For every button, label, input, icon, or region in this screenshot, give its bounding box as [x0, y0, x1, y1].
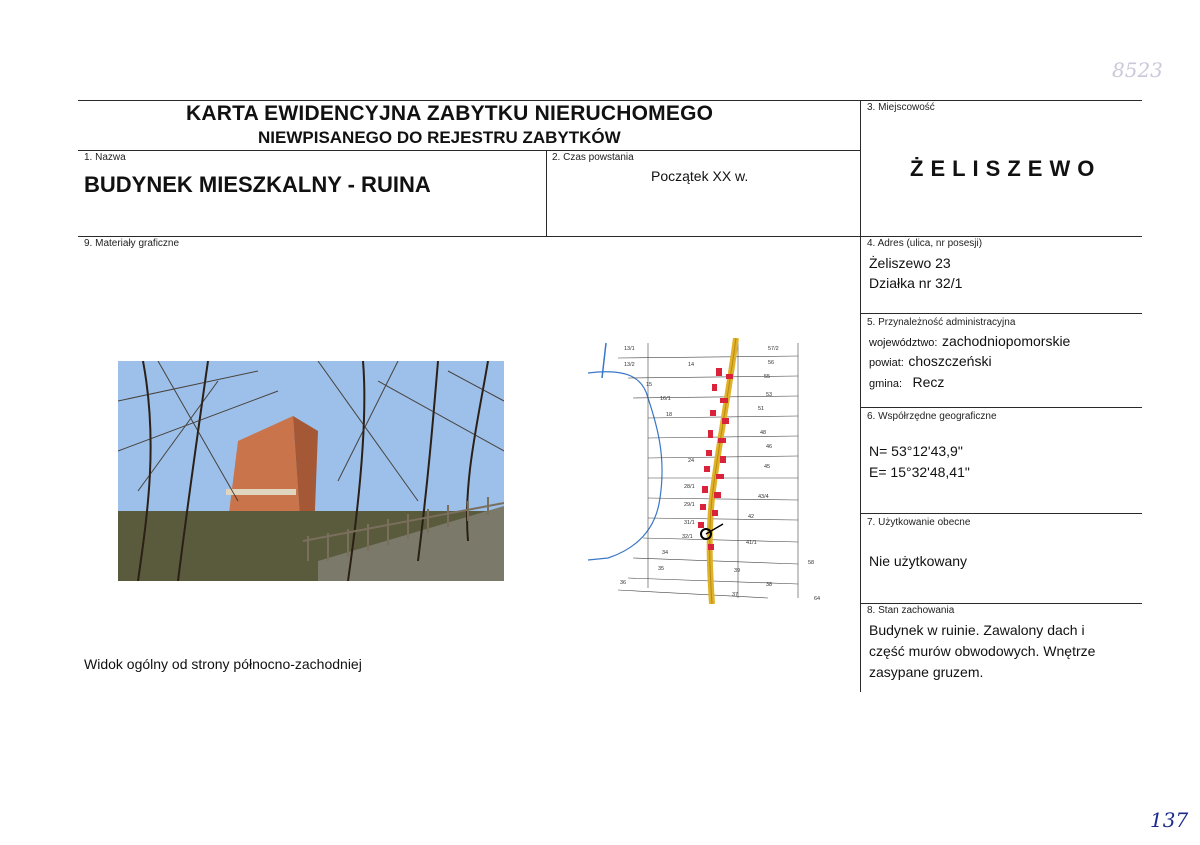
map-parcel-label: 15: [646, 382, 653, 388]
top-rule: [78, 100, 1142, 101]
map-parcel-label: 13/2: [624, 362, 635, 368]
usage-label: 7. Użytkowanie obecne: [867, 517, 971, 528]
commune-row: [869, 374, 944, 392]
photo-caption: Widok ogólny od strony północno-zachodniej: [84, 656, 362, 672]
photo-illustration: [118, 361, 504, 581]
map-building-10: [704, 466, 710, 472]
usage-value: Nie użytkowany: [869, 553, 968, 569]
map-building-13: [714, 492, 721, 498]
map-parcel-label: 55: [764, 374, 771, 380]
map-parcel-label: 58: [808, 560, 815, 566]
town-label: 3. Miejscowość: [867, 102, 935, 113]
map-parcel-label: 43/4: [758, 494, 769, 500]
voivodeship-row: [869, 333, 1070, 351]
coord-n: N= 53°12'43,9": [869, 443, 963, 459]
map-building-6: [708, 430, 713, 438]
time-label: 2. Czas powstania: [552, 152, 634, 163]
name-label: 1. Nazwa: [84, 152, 126, 163]
address-label: 4. Adres (ulica, nr posesji): [867, 238, 983, 249]
county-row: [869, 353, 992, 371]
voivodeship-value: zachodniopomorskie: [941, 333, 1071, 349]
map-drawing: [588, 338, 820, 604]
map-building-15: [712, 510, 718, 516]
map-parcel-label: 37: [732, 592, 739, 598]
map-building-16: [698, 522, 704, 528]
condition-label: 8. Stan zachowania: [867, 605, 955, 616]
map-building-11: [716, 474, 724, 479]
commune-value: Recz: [912, 374, 945, 390]
name-time-divider: [546, 150, 547, 236]
time-value: Początek XX w.: [651, 168, 749, 184]
map-building-4: [710, 410, 716, 416]
map-building-5: [722, 418, 729, 424]
map-parcel-label: 18: [666, 412, 673, 418]
coord-e: E= 15°32'48,41": [869, 464, 970, 480]
rule-5: [860, 313, 1142, 314]
card-title-line1: KARTA EWIDENCYJNA ZABYTKU NIERUCHOMEGO: [186, 102, 714, 125]
map-parcel-label: 24: [688, 458, 695, 464]
map-parcel-label: 46: [766, 444, 773, 450]
map-building-8: [706, 450, 712, 456]
map-parcel-label: 39: [734, 568, 741, 574]
map-building-9: [720, 456, 726, 463]
condition-line1: Budynek w ruinie. Zawalony dach i: [869, 622, 1085, 638]
map-building-0: [716, 368, 722, 376]
map-parcel-label: 64: [814, 596, 820, 602]
town-value: ŻELISZEWO: [910, 156, 1102, 181]
map-parcel-label: 41/1: [746, 540, 757, 546]
map-parcel-label: 38: [766, 582, 773, 588]
voivodeship-label: województwo:: [869, 337, 938, 349]
map-parcel-label: 16/1: [660, 396, 671, 402]
map-parcel-label: 51: [758, 406, 765, 412]
admin-label: 5. Przynależność administracyjna: [867, 317, 1016, 328]
condition-line2: część murów obwodowych. Wnętrze: [869, 643, 1096, 659]
map-building-17: [708, 544, 714, 550]
cadastral-map: [588, 338, 820, 604]
title-bottom-rule: [78, 150, 860, 151]
map-parcel-label: 57/2: [768, 346, 779, 352]
map-parcel-label: 13/1: [624, 346, 635, 352]
map-parcel-label: 36: [620, 580, 627, 586]
map-parcel-label: 45: [764, 464, 771, 470]
map-parcel-label: 31/1: [684, 520, 695, 526]
map-parcel-label: 42: [748, 514, 755, 520]
page-number: 137: [1150, 808, 1189, 832]
county-label: powiat:: [869, 357, 904, 369]
archive-number: 8523: [1112, 58, 1163, 82]
rule-8: [860, 603, 1142, 604]
map-parcel-label: 53: [766, 392, 773, 398]
county-value: choszczeński: [908, 353, 992, 369]
address-line1: Żeliszewo 23: [869, 255, 951, 271]
map-parcel-label: 48: [760, 430, 767, 436]
map-parcel-label: 32/1: [682, 534, 693, 540]
building-photo: [118, 361, 504, 581]
map-building-14: [700, 504, 706, 510]
coords-label: 6. Współrzędne geograficzne: [867, 411, 997, 422]
card-title-line2: NIEWPISANEGO DO REJESTRU ZABYTKÓW: [258, 128, 621, 147]
map-parcel-label: 35: [658, 566, 665, 572]
rule-7: [860, 513, 1142, 514]
map-parcel-label: 14: [688, 362, 695, 368]
graphics-label: 9. Materiały graficzne: [84, 238, 180, 249]
address-line2: Działka nr 32/1: [869, 275, 963, 291]
map-building-2: [712, 384, 717, 391]
map-parcel-label: 29/1: [684, 502, 695, 508]
header-bottom-rule: [78, 236, 1142, 237]
name-value: BUDYNEK MIESZKALNY - RUINA: [84, 172, 431, 197]
map-building-1: [726, 374, 733, 379]
map-parcel-label: 56: [768, 360, 775, 366]
map-building-7: [718, 438, 726, 443]
map-building-3: [720, 398, 728, 403]
rule-6: [860, 407, 1142, 408]
map-parcel-label: 28/1: [684, 484, 695, 490]
condition-line3: zasypane gruzem.: [869, 664, 984, 680]
map-building-12: [702, 486, 708, 493]
map-parcel-label: 34: [662, 550, 669, 556]
commune-label: gmina:: [869, 378, 903, 390]
